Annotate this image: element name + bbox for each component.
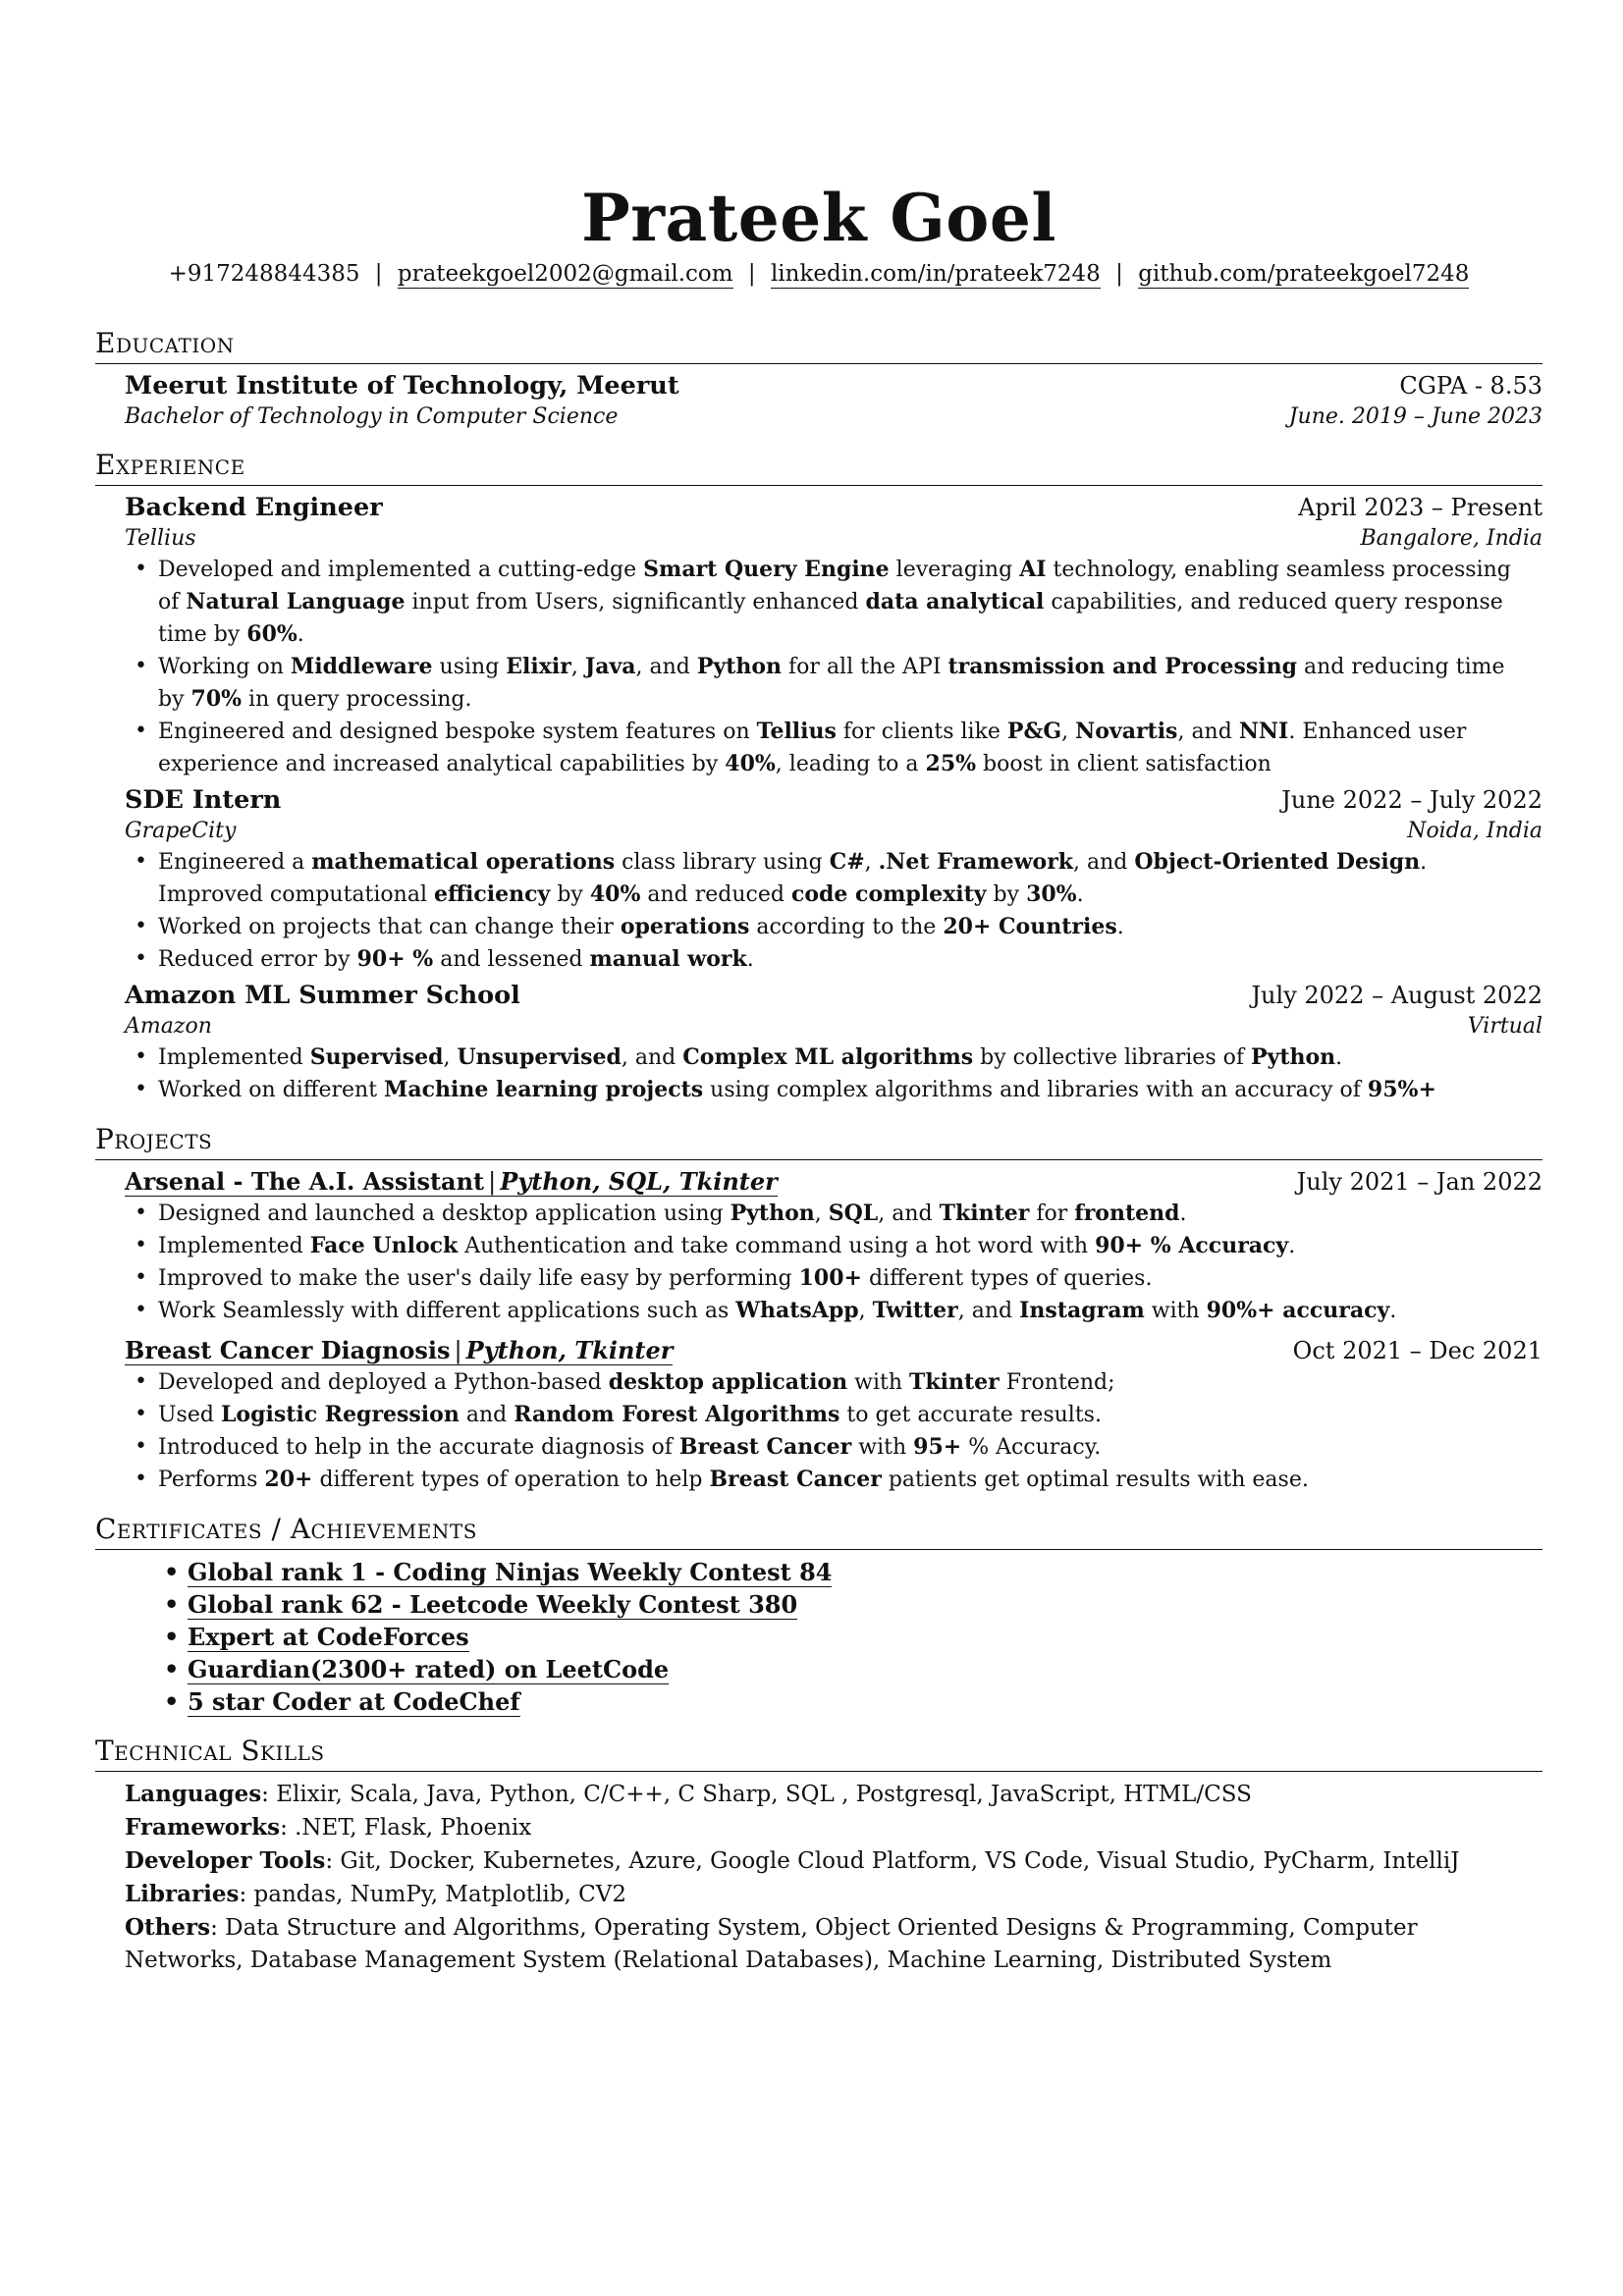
section-title-experience: Experience [95, 448, 1542, 486]
project-bullets [95, 1366, 1542, 1496]
bold-text: Unsupervised [457, 1044, 622, 1070]
skill-value: : pandas, NumPy, Matplotlib, CV2 [239, 1882, 626, 1907]
bullet-item [129, 651, 1542, 716]
skill-row [125, 1811, 1542, 1844]
bold-text: 30% [1026, 881, 1077, 907]
text-segment: patients get optimal results with ease. [881, 1468, 1309, 1492]
bold-text: 60% [246, 621, 298, 647]
text-segment: using [432, 655, 507, 679]
project-name: Arsenal - The A.I. Assistant [125, 1167, 485, 1196]
phone-number: +917248844385 [168, 261, 360, 287]
bold-text: 25% [925, 751, 977, 776]
bullet-item [129, 1041, 1542, 1074]
achievement-item [158, 1556, 1542, 1588]
text-segment: leveraging [889, 558, 1020, 582]
skill-row [125, 1911, 1542, 1977]
skill-row [125, 1878, 1542, 1911]
text-segment: boost in client satisfaction [976, 752, 1271, 776]
achievement-text[interactable]: Expert at CodeForces [188, 1623, 469, 1651]
title-separator: | [488, 1168, 497, 1196]
project-title-underlined [125, 1167, 778, 1197]
bold-text: 20+ [264, 1467, 313, 1492]
job-location: Virtual [1467, 1014, 1542, 1039]
text-segment: and [459, 1403, 514, 1427]
company-name: GrapeCity [125, 819, 237, 843]
text-segment: Implemented [158, 1234, 310, 1258]
project-entry [95, 1166, 1542, 1198]
bullet-item [129, 1074, 1542, 1106]
contact-separator: | [747, 261, 756, 287]
bold-text: desktop application [608, 1369, 848, 1395]
text-segment: Used [158, 1403, 221, 1427]
text-segment: according to the [749, 915, 944, 939]
bold-text: data analytical [865, 589, 1045, 614]
bold-text: P&G [1006, 719, 1062, 744]
grade: CGPA - 8.53 [1399, 372, 1542, 400]
project-title [125, 1166, 778, 1198]
bold-text: Complex ML algorithms [682, 1044, 974, 1070]
text-segment: , and [621, 1045, 683, 1070]
text-segment: Frontend; [999, 1370, 1115, 1395]
achievement-item [158, 1653, 1542, 1685]
text-segment: Engineered and designed bespoke system features on [158, 720, 757, 744]
job-dates: July 2022 – August 2022 [1251, 982, 1542, 1009]
project-title-underlined [125, 1336, 673, 1365]
bold-text: Novartis [1075, 719, 1178, 744]
title-separator: | [454, 1337, 462, 1364]
text-segment: . [1076, 882, 1084, 907]
text-segment: , [1061, 720, 1076, 744]
school-name: Meerut Institute of Technology, Meerut [125, 371, 679, 400]
bold-text: Python [730, 1201, 815, 1226]
skill-value: : .NET, Flask, Phoenix [280, 1815, 532, 1841]
contact-line [95, 257, 1542, 291]
bullet-item [129, 1198, 1542, 1230]
bold-text: NNI [1238, 719, 1289, 744]
job-role: Backend Engineer [125, 493, 383, 522]
skill-value: : Data Structure and Algorithms, Operating System, Object Oriented Designs & Programming, Computer Networks, Database Management System (Relational Databases), Machine Learning, Distributed System [125, 1915, 1418, 1973]
bold-text: Machine learning projects [384, 1077, 704, 1102]
achievement-text[interactable]: Guardian(2300+ rated) on LeetCode [188, 1655, 670, 1683]
bold-text: Breast Cancer [709, 1467, 882, 1492]
text-segment: Implemented [158, 1045, 310, 1070]
bold-text: Middleware [290, 654, 433, 679]
experience-entry [95, 980, 1542, 1041]
project-tech: Python, Tkinter [465, 1336, 674, 1364]
text-segment: , and [957, 1299, 1020, 1323]
bold-text: AI [1019, 557, 1047, 582]
bold-text: mathematical operations [311, 849, 616, 875]
skill-value: : Elixir, Scala, Java, Python, C/C++, C Sharp, SQL , Postgresql, JavaScript, HTML/CSS [261, 1782, 1252, 1807]
text-segment: Reduced error by [158, 947, 357, 972]
text-segment: by collective libraries of [973, 1045, 1251, 1070]
section-title-education: Education [95, 326, 1542, 364]
achievement-item [158, 1588, 1542, 1621]
bold-text: operations [620, 914, 750, 939]
text-segment: by [550, 882, 590, 907]
education-entry [95, 370, 1542, 432]
education-dates: June. 2019 – June 2023 [1288, 404, 1542, 429]
text-segment: . [1116, 915, 1124, 939]
project-tech: Python, SQL, Tkinter [500, 1167, 778, 1196]
project-name: Breast Cancer Diagnosis [125, 1336, 451, 1364]
job-bullets [95, 1041, 1542, 1106]
bullet-item [129, 911, 1542, 943]
text-segment: different types of queries. [861, 1266, 1153, 1291]
contact-separator: | [1115, 261, 1123, 287]
text-segment: Introduced to help in the accurate diagnosis of [158, 1435, 679, 1460]
job-location: Bangalore, India [1360, 526, 1542, 551]
achievement-text[interactable]: Global rank 1 - Coding Ninjas Weekly Contest 84 [188, 1558, 833, 1586]
text-segment: . Improved computational [158, 850, 1428, 907]
bold-text: Natural Language [186, 589, 406, 614]
email-link[interactable]: prateekgoel2002@gmail.com [397, 261, 733, 287]
bold-text: Twitter [872, 1298, 958, 1323]
text-segment: , [858, 1299, 873, 1323]
section-title-skills: Technical Skills [95, 1734, 1542, 1772]
text-segment: and reducing time by [158, 655, 1505, 712]
text-segment: , and [1177, 720, 1239, 744]
skill-label: Libraries [125, 1881, 240, 1907]
section-title-certificates: Certificates / Achievements [95, 1512, 1542, 1550]
bold-text: Tkinter [939, 1201, 1030, 1226]
bold-text: C# [829, 849, 865, 875]
project-entry [95, 1335, 1542, 1366]
contact-separator: | [374, 261, 383, 287]
achievement-text[interactable]: Global rank 62 - Leetcode Weekly Contest 380 [188, 1590, 798, 1619]
job-location: Noida, India [1407, 819, 1542, 843]
job-role: Amazon ML Summer School [125, 981, 520, 1010]
bullet-item [129, 716, 1542, 780]
bullet-item [129, 1295, 1542, 1327]
bullet-item [129, 846, 1542, 911]
text-segment: , and [878, 1201, 940, 1226]
text-segment: Performs [158, 1468, 265, 1492]
text-segment: . Enhanced user experience and increased analytical capabilities by [158, 720, 1467, 776]
bold-text: Python [696, 654, 783, 679]
text-segment: with [847, 1370, 910, 1395]
text-segment: Authentication and take command using a hot word with [458, 1234, 1096, 1258]
bullet-item [129, 554, 1542, 651]
achievement-item [158, 1621, 1542, 1653]
bold-text: Tellius [756, 719, 837, 744]
skill-row [125, 1778, 1542, 1811]
text-segment: with [851, 1435, 914, 1460]
text-segment: Work Seamlessly with different applications such as [158, 1299, 736, 1323]
text-segment: for [1029, 1201, 1075, 1226]
bold-text: 40% [589, 881, 641, 907]
text-segment: % Accuracy. [961, 1435, 1102, 1460]
degree: Bachelor of Technology in Computer Science [125, 404, 619, 429]
text-segment: technology, enabling seamless processing of [158, 558, 1511, 614]
experience-entry [95, 784, 1542, 846]
bold-text: Python [1251, 1044, 1336, 1070]
text-segment: Developed and implemented a cutting-edge [158, 558, 644, 582]
section-title-projects: Projects [95, 1122, 1542, 1160]
text-segment: for clients like [836, 720, 1007, 744]
bullet-item [129, 1399, 1542, 1431]
bold-text: 90+ % Accuracy [1095, 1233, 1289, 1258]
experience-list [95, 492, 1542, 1106]
text-segment: , [864, 850, 879, 875]
project-title [125, 1335, 673, 1366]
bold-text: 100+ [798, 1265, 862, 1291]
bold-text: Face Unlock [309, 1233, 459, 1258]
achievement-item [158, 1685, 1542, 1718]
bold-text: Random Forest Algorithms [514, 1402, 840, 1427]
text-segment: input from Users, significantly enhanced [405, 590, 866, 614]
linkedin-link[interactable]: linkedin.com/in/prateek7248 [770, 261, 1101, 287]
bold-text: 95+ [913, 1434, 962, 1460]
projects-list [95, 1166, 1542, 1496]
text-segment: Developed and deployed a Python-based [158, 1370, 609, 1395]
bold-text: efficiency [434, 881, 551, 907]
bold-text: transmission and Processing [947, 654, 1297, 679]
job-bullets [95, 846, 1542, 976]
text-segment: . [746, 947, 754, 972]
bold-text: manual work [589, 946, 747, 972]
text-segment: , and [635, 655, 697, 679]
bold-text: Supervised [309, 1044, 444, 1070]
text-segment: Worked on different [158, 1078, 385, 1102]
bold-text: SQL [828, 1201, 879, 1226]
bullet-item [129, 943, 1542, 976]
bold-text: 90+ % [356, 946, 434, 972]
bullet-item [129, 1262, 1542, 1295]
bold-text: 20+ Countries [943, 914, 1117, 939]
bold-text: Elixir [506, 654, 571, 679]
text-segment: and reduced [640, 882, 791, 907]
achievements-list [95, 1556, 1542, 1718]
bold-text: 40% [725, 751, 776, 776]
text-segment: to get accurate results. [839, 1403, 1102, 1427]
skill-label: Others [125, 1914, 211, 1941]
skill-label: Frameworks [125, 1814, 281, 1841]
github-link[interactable]: github.com/prateekgoel7248 [1138, 261, 1470, 287]
bold-text: Java [584, 654, 636, 679]
achievement-text[interactable]: 5 star Coder at CodeChef [188, 1687, 520, 1716]
bold-text: Smart Query Engine [643, 557, 890, 582]
text-segment: . [297, 622, 304, 647]
bullet-item [129, 1230, 1542, 1262]
skill-value: : Git, Docker, Kubernetes, Azure, Google Cloud Platform, VS Code, Visual Studio, PyCharm, IntelliJ [325, 1848, 1460, 1874]
bold-text: 90%+ accuracy [1206, 1298, 1390, 1323]
text-segment: . [1288, 1234, 1296, 1258]
text-segment: in query processing. [242, 687, 472, 712]
job-bullets [95, 554, 1542, 780]
skill-label: Languages [125, 1781, 262, 1807]
text-segment: . [1335, 1045, 1343, 1070]
text-segment: capabilities, and reduced query response time by [158, 590, 1503, 647]
text-segment: . [1179, 1201, 1187, 1226]
bold-text: Logistic Regression [220, 1402, 460, 1427]
bullet-item [129, 1431, 1542, 1464]
bold-text: Object-Oriented Design [1134, 849, 1421, 875]
project-dates: Oct 2021 – Dec 2021 [1292, 1337, 1542, 1364]
skill-row [125, 1844, 1542, 1878]
bullet-item [129, 1464, 1542, 1496]
text-segment: , [570, 655, 585, 679]
job-dates: April 2023 – Present [1298, 494, 1542, 521]
text-segment: and lessened [433, 947, 590, 972]
bold-text: Instagram [1019, 1298, 1145, 1323]
text-segment: Improved to make the user's daily life easy by performing [158, 1266, 799, 1291]
candidate-name: Prateek Goel [581, 180, 1056, 256]
bold-text: code complexity [790, 881, 987, 907]
text-segment: using complex algorithms and libraries with an accuracy of [703, 1078, 1368, 1102]
text-segment: , and [1073, 850, 1135, 875]
text-segment: , [814, 1201, 829, 1226]
bold-text: Breast Cancer [678, 1434, 852, 1460]
text-segment: . [1389, 1299, 1397, 1323]
company-name: Tellius [125, 526, 196, 551]
company-name: Amazon [125, 1014, 212, 1039]
job-dates: June 2022 – July 2022 [1281, 786, 1542, 814]
skills-list [95, 1778, 1542, 1977]
bold-text: frontend [1074, 1201, 1180, 1226]
project-dates: July 2021 – Jan 2022 [1296, 1168, 1542, 1196]
bold-text: 95%+ [1367, 1077, 1436, 1102]
text-segment: Worked on projects that can change their [158, 915, 621, 939]
experience-entry [95, 492, 1542, 554]
bold-text: .Net Framework [878, 849, 1074, 875]
job-role: SDE Intern [125, 785, 282, 815]
bullet-item [129, 1366, 1542, 1399]
bold-text: Tkinter [909, 1369, 1000, 1395]
text-segment: Designed and launched a desktop application using [158, 1201, 730, 1226]
text-segment: class library using [615, 850, 830, 875]
bold-text: WhatsApp [735, 1298, 859, 1323]
skill-label: Developer Tools [125, 1847, 326, 1874]
text-segment: with [1144, 1299, 1207, 1323]
bold-text: 70% [190, 686, 243, 712]
text-segment: Working on [158, 655, 291, 679]
text-segment: by [986, 882, 1027, 907]
text-segment: , [443, 1045, 458, 1070]
project-bullets [95, 1198, 1542, 1327]
text-segment: for all the API [782, 655, 948, 679]
text-segment: Engineered a [158, 850, 312, 875]
text-segment: different types of operation to help [312, 1468, 710, 1492]
text-segment: , leading to a [775, 752, 926, 776]
